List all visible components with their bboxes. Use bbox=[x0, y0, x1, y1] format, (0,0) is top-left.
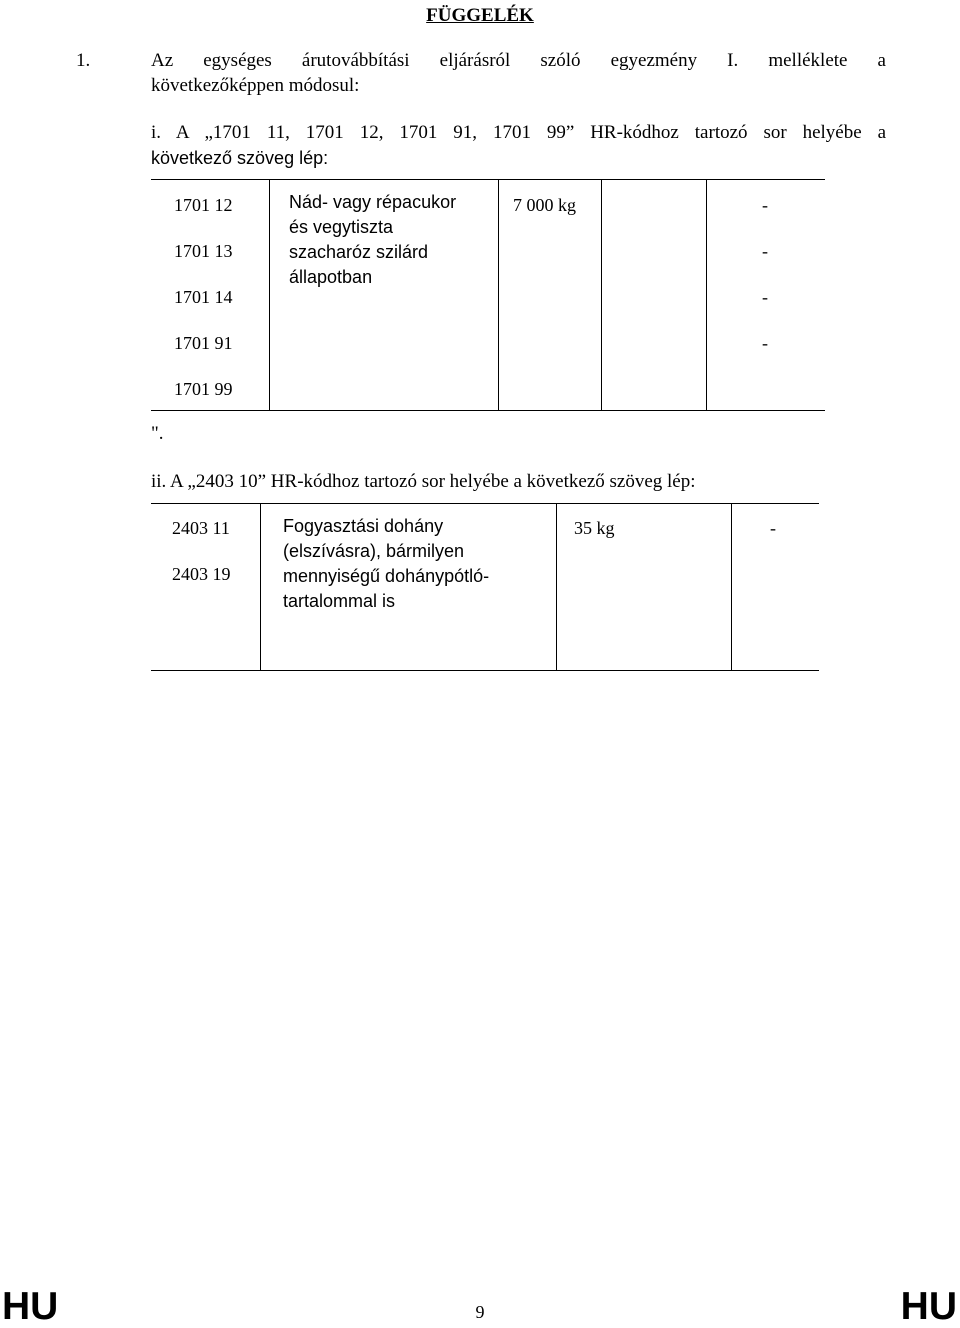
description-line: Fogyasztási dohány bbox=[283, 516, 444, 536]
table-1-col-divider bbox=[269, 179, 270, 410]
table-1-col-divider bbox=[601, 179, 602, 410]
table-1-quantity: 7 000 kg bbox=[513, 195, 576, 215]
description-line: (elszívásra), bármilyen bbox=[283, 541, 465, 561]
table-1-description bbox=[289, 190, 456, 290]
table-1-dash: - bbox=[762, 333, 768, 353]
page-number: 9 bbox=[475, 1302, 485, 1322]
point-i-line2: következő szöveg lép: bbox=[151, 148, 329, 168]
table-1-dash: - bbox=[762, 195, 768, 215]
table-2-col-divider bbox=[556, 503, 557, 670]
table-1-dash: - bbox=[762, 287, 768, 307]
table-1-col-divider bbox=[706, 179, 707, 410]
table-2-quantity: 35 kg bbox=[574, 518, 615, 538]
description-line: és vegytiszta bbox=[289, 217, 394, 237]
footer-language-right: HU bbox=[900, 1285, 957, 1328]
table-1-bottom-border bbox=[151, 410, 825, 411]
table-2-code: 2403 11 bbox=[172, 518, 230, 538]
description-line: Nád- vagy répacukor bbox=[289, 192, 457, 212]
table-1-code: 1701 12 bbox=[174, 195, 233, 215]
table-2-top-border bbox=[151, 503, 819, 504]
description-line: szacharóz szilárd bbox=[289, 242, 429, 262]
table-2-code: 2403 19 bbox=[172, 564, 231, 584]
description-line: mennyiségű dohánypótló- bbox=[283, 566, 490, 586]
table-1-code: 1701 14 bbox=[174, 287, 233, 307]
closing-quote: ". bbox=[151, 423, 164, 444]
table-1-code: 1701 99 bbox=[174, 379, 233, 399]
table-1-col-divider bbox=[498, 179, 499, 410]
table-2-dash: - bbox=[770, 518, 776, 538]
table-2-description bbox=[283, 514, 489, 614]
description-line: állapotban bbox=[289, 267, 373, 287]
table-1-top-border bbox=[151, 179, 825, 180]
table-1-code: 1701 91 bbox=[174, 333, 233, 353]
item-text-line2: következőképpen módosul: bbox=[151, 75, 360, 96]
item-number: 1. bbox=[76, 50, 91, 71]
footer-language-left: HU bbox=[2, 1285, 59, 1328]
item-text-line1: Az egységes árutovábbítási eljárásról szóló egyezmény I. melléklete a bbox=[151, 50, 886, 71]
table-1-code: 1701 13 bbox=[174, 241, 233, 261]
table-2-bottom-border bbox=[151, 670, 819, 671]
document-title: FÜGGELÉK bbox=[426, 5, 534, 26]
table-1-dash: - bbox=[762, 241, 768, 261]
table-2-col-divider bbox=[731, 503, 732, 670]
table-2-col-divider bbox=[260, 503, 261, 670]
point-ii-line1: ii. A „2403 10” HR-kódhoz tartozó sor helyébe a következő szöveg lép: bbox=[151, 471, 696, 492]
point-i-line1: i. A „1701 11, 1701 12, 1701 91, 1701 99” HR-kódhoz tartozó sor helyébe a bbox=[151, 122, 886, 143]
description-line: tartalommal is bbox=[283, 591, 396, 611]
